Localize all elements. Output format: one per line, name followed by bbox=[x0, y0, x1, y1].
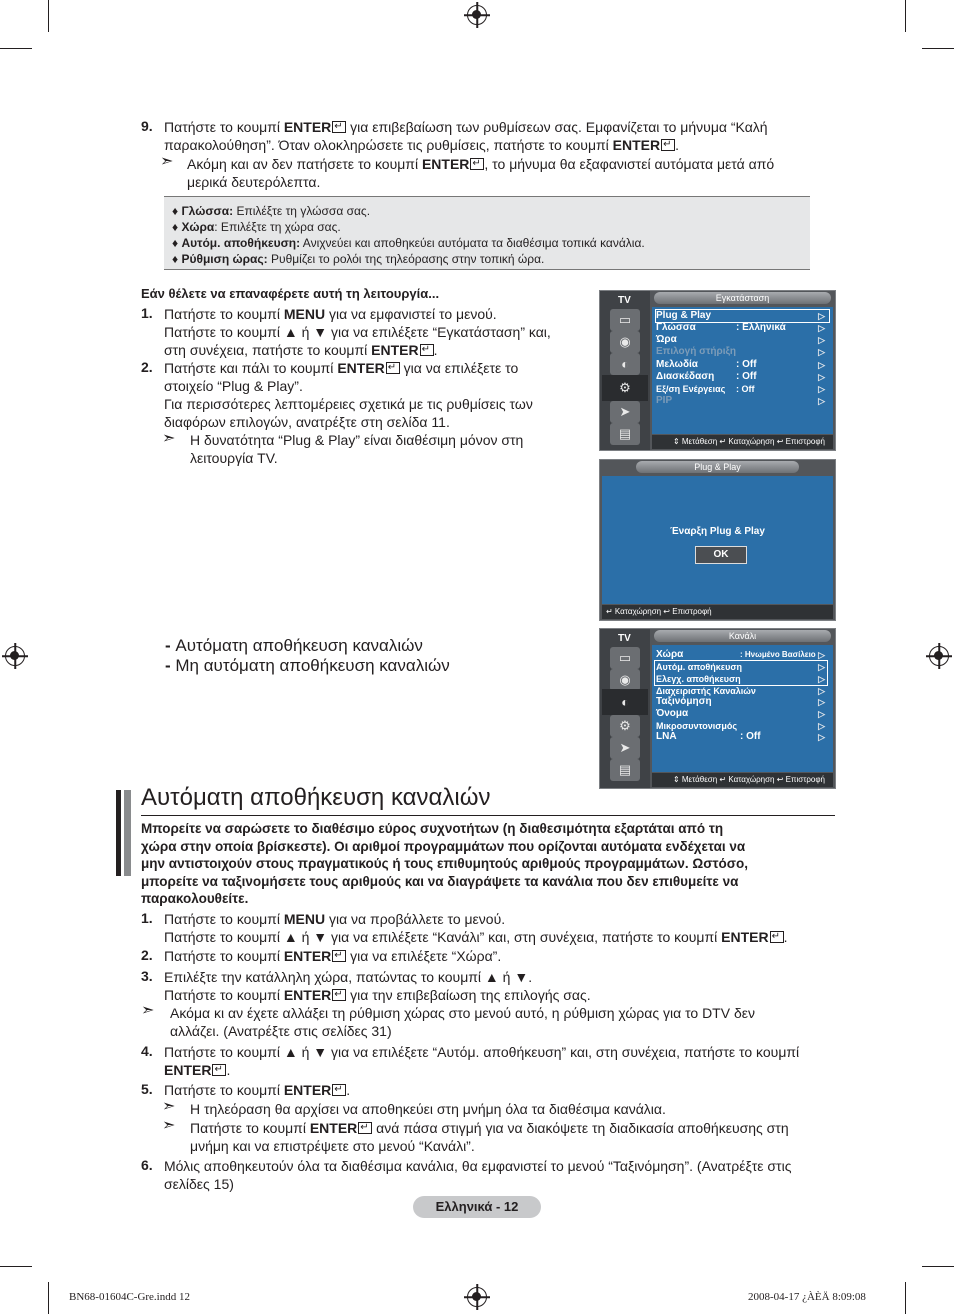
info-term: Ρύθμιση ώρας: bbox=[181, 252, 268, 266]
print-footer-left: BN68-01604C-Gre.indd 12 bbox=[69, 1291, 190, 1303]
text-line bbox=[164, 341, 584, 359]
osd-row-label: Μικροσυντονισμός bbox=[656, 721, 738, 731]
text-line: Επιλέξτε την κατάλληλη χώρα, πατώντας το κουμπί ▲ ή ▼. bbox=[164, 969, 533, 985]
osd-title: Κανάλι bbox=[654, 630, 831, 642]
enter-label: ENTER bbox=[283, 1082, 332, 1098]
osd-row-value: : Ελληνικά bbox=[736, 322, 786, 333]
text: παρακολούθηση”. Όταν ολοκληρώσετε τις ρυθμίσεις, πατήστε το κουμπί bbox=[164, 137, 613, 153]
reset-heading: Εάν θέλετε να επαναφέρετε αυτή τη λειτουργία... bbox=[141, 286, 440, 301]
text-line: αλλάζει. (Ανατρέξτε στις σελίδες 31) bbox=[170, 1023, 392, 1039]
auto-step5-note1: Η τηλεόραση θα αρχίσει να αποθηκεύει στη μνήμη όλα τα διαθέσιμα κανάλια. bbox=[190, 1101, 666, 1117]
step-number: 1. bbox=[141, 910, 153, 926]
reset-note bbox=[190, 431, 590, 467]
osd-panel bbox=[602, 476, 833, 604]
text: για να επιλέξετε το bbox=[399, 360, 519, 376]
right-arrow-icon: ▷ bbox=[818, 335, 825, 345]
crop-mark bbox=[922, 48, 954, 49]
enter-label: ENTER bbox=[283, 948, 332, 964]
text: για να επιλέξετε “Χώρα”. bbox=[346, 948, 502, 964]
right-arrow-icon: ▷ bbox=[818, 732, 825, 742]
osd-row[interactable] bbox=[656, 731, 829, 743]
right-arrow-icon: ▷ bbox=[818, 674, 825, 684]
info-desc: Ανιχνεύει και αποθηκεύει αυτόματα τα διαθέσιμα τοπικά κανάλια. bbox=[300, 236, 645, 250]
osd-row-value: : Ηνωμένο Βασίλειο bbox=[740, 650, 816, 659]
menu-label: MENU bbox=[283, 911, 326, 927]
text-line: Μπορείτε να σαρώσετε το διαθέσιμο εύρος συχνοτήτων (η διαθεσιμότητα εξαρτάται από τη bbox=[141, 821, 724, 836]
osd-row[interactable] bbox=[656, 359, 829, 371]
text: ανά πάσα στιγμή για να διακόψετε τη διαδικασία αποθήκευσης στη bbox=[372, 1120, 789, 1136]
right-arrow-icon: ▷ bbox=[818, 360, 825, 370]
text: . bbox=[433, 342, 438, 358]
info-item: ♦ Ρύθμιση ώρας: Ρυθμίζει το ρολόι της τηλεόρασης στην τοπική ώρα. bbox=[172, 252, 545, 266]
osd-row[interactable] bbox=[656, 383, 829, 395]
osd-plug-and-play bbox=[599, 459, 836, 621]
osd-sidebar bbox=[600, 291, 650, 450]
text-line bbox=[164, 928, 844, 946]
step-number: 1. bbox=[141, 305, 153, 321]
step-number: 2. bbox=[141, 359, 153, 375]
text: Ακόμη και αν δεν πατήσετε το κουμπί bbox=[187, 156, 422, 172]
right-arrow-icon: ▷ bbox=[818, 396, 825, 406]
ok-button[interactable]: OK bbox=[695, 546, 747, 564]
text: . bbox=[783, 929, 788, 945]
auto-step6 bbox=[164, 1157, 844, 1193]
registration-mark-icon bbox=[467, 5, 487, 25]
info-box bbox=[164, 196, 810, 270]
info-desc: Ρυθμίζει το ρολόι της τηλεόρασης στην τοπική ώρα. bbox=[267, 252, 545, 266]
osd-setup-menu bbox=[599, 290, 836, 451]
section-title-bar bbox=[124, 790, 131, 876]
reset-step1 bbox=[164, 305, 584, 359]
dash-item: - Μη αυτόματη αποθήκευση καναλιών bbox=[165, 656, 450, 675]
osd-row[interactable] bbox=[656, 673, 829, 685]
osd-row-label: Χώρα bbox=[656, 649, 684, 660]
text-line bbox=[164, 986, 844, 1004]
info-desc: Επιλέξτε τη γλώσσα σας. bbox=[233, 204, 371, 218]
enter-label: ENTER bbox=[309, 1120, 358, 1136]
osd-row bbox=[656, 395, 829, 407]
section-title-bar bbox=[116, 790, 121, 876]
enter-icon bbox=[332, 1084, 346, 1096]
crop-mark bbox=[48, 0, 49, 32]
osd-row-label: Ώρα bbox=[656, 334, 677, 345]
text: . bbox=[675, 137, 680, 153]
right-arrow-icon: ▷ bbox=[818, 384, 825, 394]
text: Πατήστε το κουμπί bbox=[164, 306, 284, 322]
note-arrow-icon: ➣ bbox=[141, 1002, 155, 1019]
osd-tv-label: TV bbox=[618, 633, 631, 644]
auto-step3-note bbox=[170, 1004, 840, 1040]
osd-row-label: Μελωδία bbox=[656, 359, 698, 370]
auto-step2 bbox=[164, 947, 844, 965]
text: Πατήστε το κουμπί bbox=[164, 948, 284, 964]
osd-channel-menu bbox=[599, 628, 836, 789]
osd-row-label: Εξ/ση Ενέργειας bbox=[656, 384, 726, 394]
right-arrow-icon: ▷ bbox=[818, 372, 825, 382]
input-icon[interactable]: ➤ bbox=[610, 401, 640, 423]
text-line: Ακόμα κι αν έχετε αλλάξει τη ρύθμιση χώρας στο μενού αυτό, η ρύθμιση χώρας για το DTV δεν bbox=[170, 1005, 755, 1021]
step9-line2 bbox=[164, 136, 824, 154]
enter-label: ENTER bbox=[612, 137, 661, 153]
step9-note-line1 bbox=[187, 155, 827, 173]
enter-icon bbox=[212, 1064, 226, 1076]
text-line bbox=[164, 910, 844, 928]
text-line: στοιχείο “Plug & Play”. bbox=[164, 378, 303, 394]
section-title: Αυτόματη αποθήκευση καναλιών bbox=[141, 784, 491, 811]
info-term: Γλώσσα: bbox=[181, 204, 234, 218]
text: για επιβεβαίωση των ρυθμίσεων σας. Εμφανίζεται το μήνυμα “Καλή bbox=[346, 119, 768, 135]
auto-step5 bbox=[164, 1081, 844, 1099]
channel-icon[interactable]: ◐ bbox=[610, 353, 640, 375]
sound-icon[interactable]: ◉ bbox=[610, 331, 640, 353]
auto-step5-note2 bbox=[190, 1119, 840, 1155]
osd-row[interactable] bbox=[656, 708, 829, 720]
text: Πατήστε το κουμπί bbox=[164, 911, 284, 927]
text-line: διαφόρων επιλογών, ανατρέξτε στη σελίδα 11. bbox=[164, 414, 450, 430]
text-line: χώρα στην οποία βρίσκεστε). Οι αριθμοί προγραμμάτων που ορίζονται αυτόματα ενδέχεται να bbox=[141, 838, 746, 854]
dash-item-label: Αυτόματη αποθήκευση καναλιών bbox=[175, 636, 423, 655]
step-number: 9. bbox=[141, 118, 153, 134]
text-line bbox=[164, 1061, 849, 1079]
input-icon[interactable]: ➤ bbox=[610, 737, 640, 759]
info-item: ♦ Αυτόμ. αποθήκευση: Ανιχνεύει και αποθηκεύει αυτόματα τα διαθέσιμα τοπικά κανάλια. bbox=[172, 236, 645, 250]
osd-row-label: Ελεγχ. αποθήκευση bbox=[656, 674, 741, 684]
step9-note-line2: μερικά δευτερόλεπτα. bbox=[187, 174, 321, 190]
application-icon[interactable]: ▤ bbox=[610, 759, 640, 781]
text-line: παρακολουθείτε. bbox=[141, 891, 249, 906]
osd-row bbox=[656, 346, 829, 358]
osd-row-value: : Off bbox=[740, 731, 761, 742]
text-line: μπορείτε να ταξινομήσετε τους αριθμούς και να διαγράψετε τα κανάλια που δεν επιθυμείτε να bbox=[141, 873, 739, 889]
enter-label: ENTER bbox=[283, 119, 332, 135]
osd-title: Εγκατάσταση bbox=[654, 292, 831, 304]
registration-mark-icon bbox=[467, 1287, 487, 1307]
text: Πατήστε το κουμπί bbox=[164, 119, 284, 135]
enter-icon bbox=[386, 362, 400, 374]
enter-icon bbox=[332, 950, 346, 962]
osd-row[interactable] bbox=[656, 661, 829, 673]
osd-footer: ↵ Καταχώρηση ↩ Επιστροφή bbox=[602, 605, 833, 619]
dash-item-label: Μη αυτόματη αποθήκευση καναλιών bbox=[175, 656, 450, 675]
osd-row-label: Plug & Play bbox=[656, 310, 712, 321]
enter-label: ENTER bbox=[283, 987, 332, 1003]
note-arrow-icon: ➣ bbox=[162, 1098, 176, 1115]
right-arrow-icon: ▷ bbox=[818, 311, 825, 321]
section-rule bbox=[141, 815, 835, 816]
osd-title: Plug & Play bbox=[636, 461, 799, 473]
osd-row-label: Όνομα bbox=[656, 708, 689, 719]
note-arrow-icon: ➣ bbox=[162, 1117, 176, 1134]
osd-row[interactable] bbox=[656, 371, 829, 383]
right-arrow-icon: ▷ bbox=[818, 721, 825, 731]
text-line: Πατήστε το κουμπί ▲ ή ▼ για να επιλέξετε “Αυτόμ. αποθήκευση” και, στη συνέχεια, πατήστε το κουμπί bbox=[164, 1044, 800, 1060]
text: Πατήστε το κουμπί bbox=[164, 1082, 284, 1098]
right-arrow-icon: ▷ bbox=[818, 709, 825, 719]
step-number: 6. bbox=[141, 1157, 153, 1173]
enter-label: ENTER bbox=[721, 929, 769, 945]
dash-list bbox=[165, 636, 450, 676]
osd-footer: ⇕ Μετάθεση ↵ Καταχώρηση ↩ Επιστροφή bbox=[652, 435, 833, 449]
info-item: ♦ Γλώσσα: Επιλέξτε τη γλώσσα σας. bbox=[172, 204, 371, 218]
reset-step2 bbox=[164, 359, 584, 431]
osd-row-value: : Off bbox=[736, 384, 755, 394]
text: , το μήνυμα θα εξαφανιστεί αυτόματα μετά από bbox=[484, 156, 775, 172]
osd-row-label: Γλώσσα bbox=[656, 322, 696, 333]
enter-label: ENTER bbox=[337, 360, 385, 376]
note-arrow-icon: ➣ bbox=[160, 153, 174, 170]
text: στη συνέχεια, πατήστε το κουμπί bbox=[164, 342, 372, 358]
enter-icon bbox=[332, 121, 346, 133]
info-term: Χώρα bbox=[181, 220, 215, 234]
right-arrow-icon: ▷ bbox=[818, 347, 825, 357]
crop-mark bbox=[0, 1266, 32, 1267]
osd-row[interactable] bbox=[656, 696, 829, 708]
text-line: σελίδες 15) bbox=[164, 1176, 234, 1192]
right-arrow-icon: ▷ bbox=[818, 686, 825, 696]
osd-row[interactable] bbox=[656, 649, 829, 661]
text-line: λειτουργία TV. bbox=[190, 450, 278, 466]
note-arrow-icon: ➣ bbox=[162, 430, 176, 447]
section-intro bbox=[141, 820, 835, 908]
text-line: μνήμη και να επιστρέψετε στο μενού “Κανάλι”. bbox=[190, 1138, 475, 1154]
crop-mark bbox=[905, 1282, 906, 1314]
osd-row-label: PIP bbox=[656, 395, 673, 406]
text: . bbox=[226, 1062, 231, 1078]
sound-icon[interactable]: ◉ bbox=[610, 669, 640, 691]
menu-label: MENU bbox=[283, 306, 326, 322]
enter-icon bbox=[332, 989, 346, 1001]
enter-label: ENTER bbox=[371, 342, 419, 358]
text-line bbox=[164, 305, 584, 323]
picture-icon[interactable]: ▭ bbox=[610, 647, 640, 669]
text: Πατήστε και πάλι το κουμπί bbox=[164, 360, 338, 376]
auto-step3 bbox=[164, 968, 844, 1004]
registration-mark-icon bbox=[929, 646, 949, 666]
osd-row-label: LNA bbox=[656, 731, 677, 742]
osd-sidebar bbox=[600, 629, 650, 788]
osd-row-label: Ταξινόμηση bbox=[656, 696, 712, 707]
setup-icon[interactable]: ⚙ bbox=[610, 715, 640, 737]
page-number-badge: Ελληνικά - 12 bbox=[413, 1196, 541, 1218]
text-line: Η δυνατότητα “Plug & Play” είναι διαθέσιμη μόνον στη bbox=[190, 432, 524, 448]
right-arrow-icon: ▷ bbox=[818, 650, 825, 660]
dash-item: - Αυτόματη αποθήκευση καναλιών bbox=[165, 636, 423, 655]
text: Πατήστε το κουμπί bbox=[164, 987, 284, 1003]
text-line bbox=[164, 359, 584, 377]
auto-step1 bbox=[164, 910, 844, 946]
osd-row-label: Διαχειριστής Καναλιών bbox=[656, 686, 756, 696]
crop-mark bbox=[905, 0, 906, 32]
step-number: 2. bbox=[141, 947, 153, 963]
osd-row-label: Διασκέδαση bbox=[656, 371, 715, 382]
osd-message: Έναρξη Plug & Play bbox=[670, 526, 765, 537]
channel-icon[interactable]: ◐ bbox=[602, 689, 648, 715]
setup-icon[interactable]: ⚙ bbox=[602, 375, 648, 401]
text: . bbox=[346, 1082, 351, 1098]
crop-mark bbox=[48, 1282, 49, 1314]
auto-step4 bbox=[164, 1043, 849, 1079]
text-line: Πατήστε το κουμπί ▲ ή ▼ για να επιλέξετε “Εγκατάσταση” και, bbox=[164, 324, 551, 340]
osd-row[interactable] bbox=[656, 322, 829, 334]
enter-icon bbox=[358, 1122, 372, 1134]
step-number: 3. bbox=[141, 968, 153, 984]
right-arrow-icon: ▷ bbox=[818, 697, 825, 707]
text-line: μην αντιστοιχούν στους πραγματικούς ή τους επιθυμητούς αριθμούς προγραμμάτων. Ωστόσο, bbox=[141, 856, 748, 871]
text: για να προβάλλετε το μενού. bbox=[325, 911, 506, 927]
osd-row-label: Επιλογή στήριξη bbox=[656, 346, 737, 357]
enter-label: ENTER bbox=[164, 1062, 212, 1078]
text: Πατήστε το κουμπί ▲ ή ▼ για να επιλέξετε “Κανάλι” και, στη συνέχεια, πατήστε το κουμπί bbox=[164, 929, 722, 945]
osd-row-value: : Off bbox=[736, 371, 757, 382]
step-number: 4. bbox=[141, 1043, 153, 1059]
picture-icon[interactable]: ▭ bbox=[610, 309, 640, 331]
registration-mark-icon bbox=[5, 646, 25, 666]
osd-row[interactable] bbox=[656, 310, 829, 322]
enter-icon bbox=[470, 158, 484, 170]
osd-row-label: Αυτόμ. αποθήκευση bbox=[656, 662, 742, 672]
info-item: ♦ Χώρα: Επιλέξτε τη χώρα σας. bbox=[172, 220, 341, 234]
application-icon[interactable]: ▤ bbox=[610, 423, 640, 445]
info-term: Αυτόμ. αποθήκευση: bbox=[181, 236, 301, 250]
text-line bbox=[190, 1119, 840, 1137]
enter-label: ENTER bbox=[421, 156, 470, 172]
crop-mark bbox=[922, 1266, 954, 1267]
osd-footer: ⇕ Μετάθεση ↵ Καταχώρηση ↩ Επιστροφή bbox=[652, 773, 833, 787]
text-line: Για περισσότερες λεπτομέρειες σχετικά με τις ρυθμίσεις των bbox=[164, 396, 533, 412]
step9-line1 bbox=[164, 118, 824, 136]
enter-icon bbox=[770, 931, 784, 943]
print-footer-right: 2008-04-17 ¿ÀÈÄ 8:09:08 bbox=[748, 1291, 866, 1303]
enter-icon bbox=[420, 344, 434, 356]
text: Πατήστε το κουμπί bbox=[190, 1120, 310, 1136]
info-desc: : Επιλέξτε τη χώρα σας. bbox=[214, 220, 341, 234]
osd-row[interactable] bbox=[656, 334, 829, 346]
text: για να εμφανιστεί το μενού. bbox=[325, 306, 497, 322]
crop-mark bbox=[0, 48, 32, 49]
text: για την επιβεβαίωση της επιλογής σας. bbox=[346, 987, 591, 1003]
osd-row-value: : Off bbox=[736, 359, 757, 370]
enter-icon bbox=[661, 139, 675, 151]
step-number: 5. bbox=[141, 1081, 153, 1097]
text-line: Μόλις αποθηκευτούν όλα τα διαθέσιμα κανάλια, θα εμφανιστεί το μενού “Ταξινόμηση”. (Ανατρέξτε στις bbox=[164, 1158, 792, 1174]
osd-tv-label: TV bbox=[618, 295, 631, 306]
right-arrow-icon: ▷ bbox=[818, 662, 825, 672]
right-arrow-icon: ▷ bbox=[818, 323, 825, 333]
